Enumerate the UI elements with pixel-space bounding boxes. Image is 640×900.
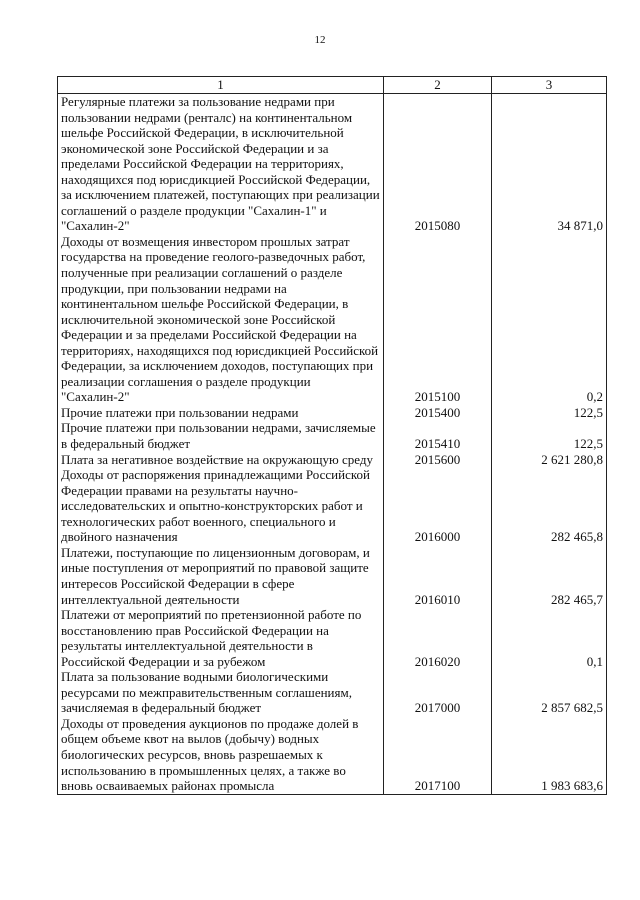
row-code: 2017100 [384, 716, 492, 794]
column-header-2: 2 [384, 77, 492, 94]
row-description: Прочие платежи при пользовании недрами [58, 405, 384, 421]
row-amount: 282 465,7 [492, 545, 607, 607]
row-description: Регулярные платежи за пользование недрами при пользовании недрами (ренталс) на континентальном шельфе Российской Федерации, в исключительной экономической зоне Российской Федерации и за пределами Российской Федерации на территориях, находящихся под юрисдикцией Российской Федерации, за исключением платежей, поступающих при реализации соглашений о разделе продукции "Сахалин-1" и "Сахалин-2" [58, 94, 384, 234]
column-header-3: 3 [492, 77, 607, 94]
row-code: 2016020 [384, 607, 492, 669]
table-row [58, 545, 607, 607]
table-row [58, 607, 607, 669]
row-description: Плата за пользование водными биологическими ресурсами по межправительственным соглашениям, зачисляемая в федеральный бюджет [58, 669, 384, 716]
row-description: Доходы от возмещения инвестором прошлых затрат государства на проведение геолого-разведочных работ, полученные при реализации соглашений о разделе продукции, при пользовании недрами на континентальном шельфе Российской Федерации, в исключительной экономической зоне Российской Федерации и за пределами Российской Федерации на территориях, находящихся под юрисдикцией Российской Федерации, за исключением доходов, поступающих при реализации соглашения о разделе продукции "Сахалин-2" [58, 234, 384, 405]
page-number: 12 [314, 34, 326, 46]
row-amount: 0,1 [492, 607, 607, 669]
table-row [58, 234, 607, 405]
table-row [58, 405, 607, 421]
row-description: Платежи, поступающие по лицензионным договорам, и иные поступления от мероприятий по правовой защите интересов Российской Федерации в сфере интеллектуальной деятельности [58, 545, 384, 607]
row-description: Плата за негативное воздействие на окружающую среду [58, 452, 384, 468]
row-amount: 1 983 683,6 [492, 716, 607, 794]
row-amount: 122,5 [492, 405, 607, 421]
row-code: 2016000 [384, 467, 492, 545]
table-row [58, 716, 607, 794]
table-header-row [58, 77, 607, 94]
row-description: Прочие платежи при пользовании недрами, зачисляемые в федеральный бюджет [58, 420, 384, 451]
revenue-table [57, 76, 607, 795]
row-code: 2015600 [384, 452, 492, 468]
row-amount: 34 871,0 [492, 94, 607, 234]
table-row [58, 452, 607, 468]
column-header-1: 1 [58, 77, 384, 94]
row-code: 2015100 [384, 234, 492, 405]
table-row [58, 420, 607, 451]
row-code: 2015080 [384, 94, 492, 234]
row-amount: 0,2 [492, 234, 607, 405]
table-row [58, 669, 607, 716]
row-description: Платежи от мероприятий по претензионной работе по восстановлению прав Российской Федерации на результаты интеллектуальной деятельности в Российской Федерации и за рубежом [58, 607, 384, 669]
row-description: Доходы от проведения аукционов по продаже долей в общем объеме квот на вылов (добычу) водных биологических ресурсов, вновь разрешаемых к использованию в промышленных целях, а также во вновь осваиваемых районах промысла [58, 716, 384, 794]
row-amount: 122,5 [492, 420, 607, 451]
row-description: Доходы от распоряжения принадлежащими Российской Федерации правами на результаты научно-исследовательских и опытно-конструкторских работ и технологических работ военного, специального и двойного назначения [58, 467, 384, 545]
table-row [58, 94, 607, 234]
table-row [58, 467, 607, 545]
row-code: 2017000 [384, 669, 492, 716]
row-code: 2015410 [384, 420, 492, 451]
row-amount: 2 621 280,8 [492, 452, 607, 468]
row-amount: 282 465,8 [492, 467, 607, 545]
row-amount: 2 857 682,5 [492, 669, 607, 716]
row-code: 2016010 [384, 545, 492, 607]
row-code: 2015400 [384, 405, 492, 421]
